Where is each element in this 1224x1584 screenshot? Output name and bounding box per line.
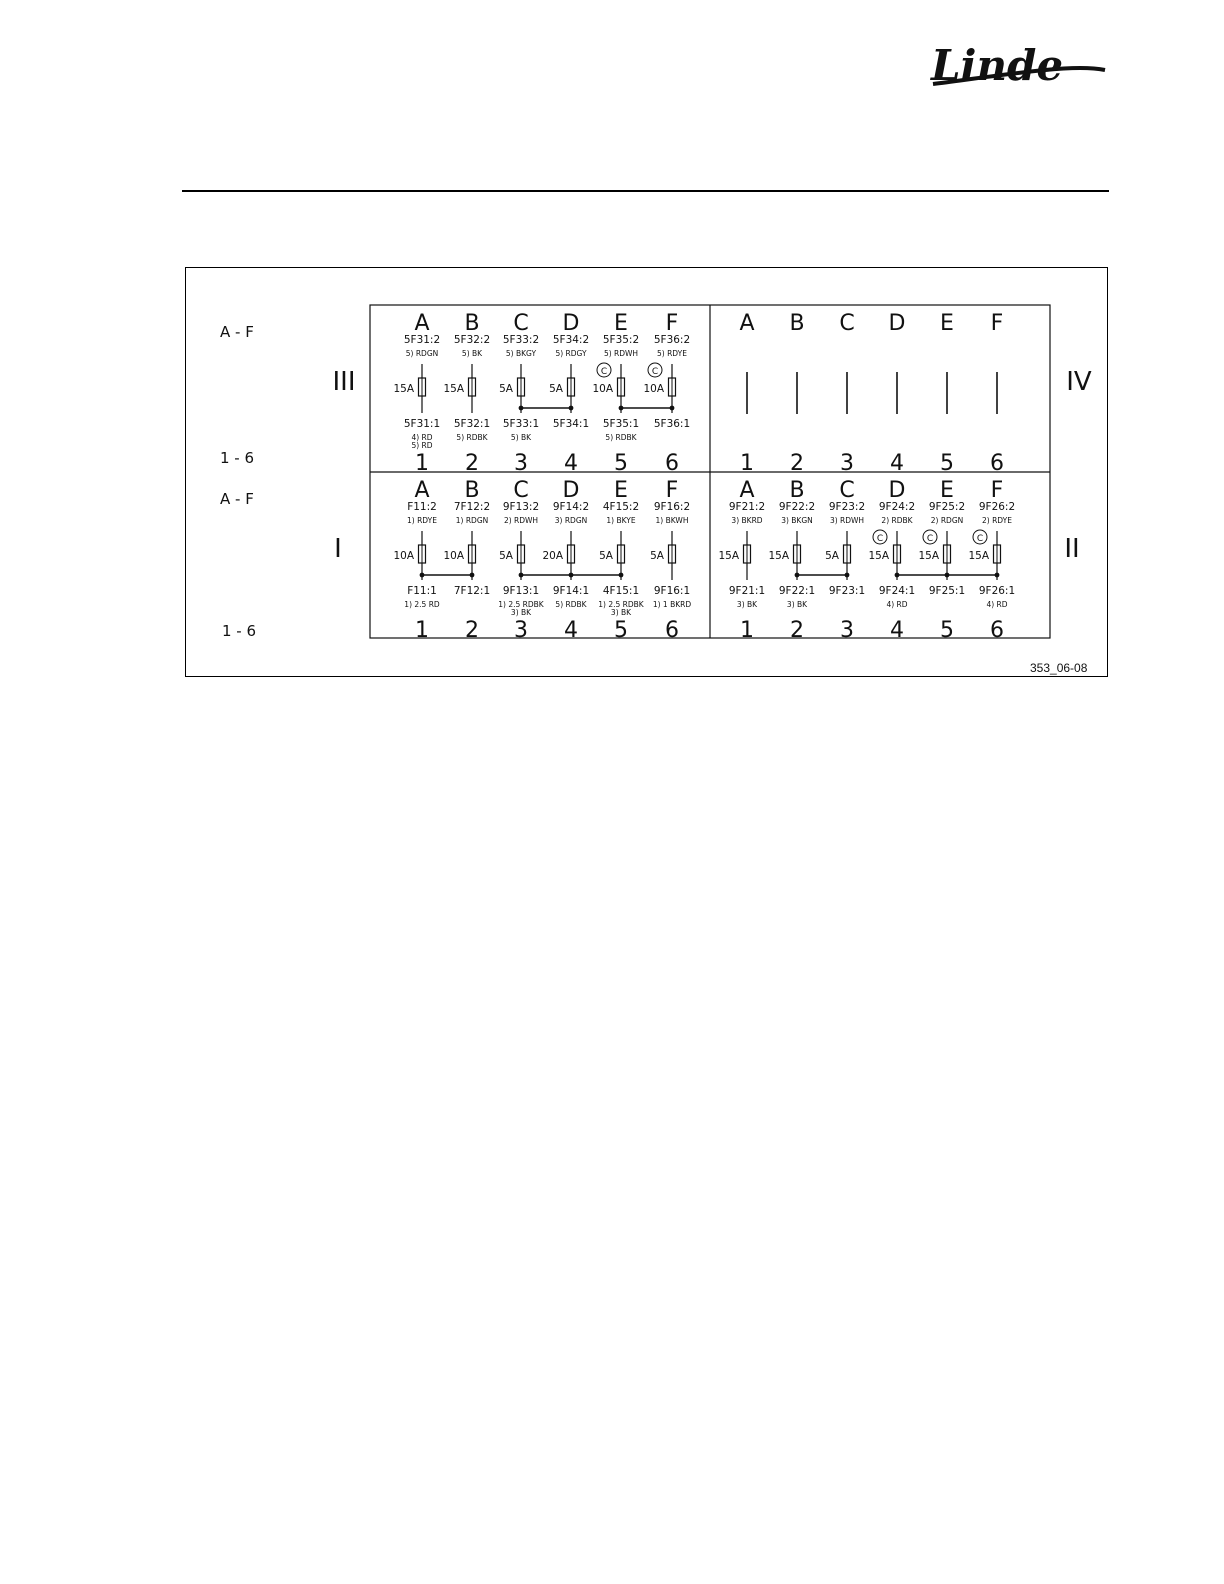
fuse-top-terminal: 5F35:2 <box>602 334 640 346</box>
column-number: 3 <box>840 451 854 476</box>
fuse-top-terminal: 7F12:2 <box>453 501 491 513</box>
fuse-top-wire: 2) RDWH <box>503 516 539 525</box>
fuse-rating: 5A <box>825 550 839 562</box>
fuse-bottom-terminal: 9F22:1 <box>778 585 816 597</box>
fuse-bottom-terminal: 9F25:1 <box>928 585 966 597</box>
side-label-numbers-top: 1 - 6 <box>220 449 255 467</box>
fuse-top-terminal: 9F14:2 <box>552 501 590 513</box>
fuse-top-wire: 5) RDGN <box>405 349 439 358</box>
fuse-top-wire: 1) BKWH <box>655 516 689 525</box>
circled-c-letter: C <box>976 534 984 544</box>
fuse-top-terminal: 9F26:2 <box>978 501 1016 513</box>
column-number: 4 <box>564 451 578 476</box>
fuse-top-terminal: 9F16:2 <box>653 501 691 513</box>
column-letter: E <box>614 478 628 503</box>
fuse-top-terminal: 9F23:2 <box>828 501 866 513</box>
bus-junction-dot <box>895 573 900 578</box>
fuse-bottom-wire: 1) 1 BKRD <box>652 600 692 609</box>
fuse-rating: 15A <box>443 383 464 395</box>
column-letter: F <box>990 311 1004 336</box>
fuse-rating: 10A <box>643 383 664 395</box>
fuse-rating: 15A <box>393 383 414 395</box>
figure-reference: 353_06-08 <box>1030 661 1088 675</box>
column-number: 6 <box>990 451 1004 476</box>
fuse-top-terminal: 5F32:2 <box>453 334 491 346</box>
bus-junction-dot <box>569 406 574 411</box>
logo-text: Linde <box>931 41 1064 90</box>
fuse-rating: 20A <box>542 550 563 562</box>
fuse-bottom-terminal: 9F26:1 <box>978 585 1016 597</box>
column-number: 2 <box>465 618 479 643</box>
circled-c-letter: C <box>876 534 884 544</box>
fuse-top-wire: 1) RDYE <box>407 516 437 525</box>
fuse-rating: 15A <box>918 550 939 562</box>
fuse-top-terminal: 9F22:2 <box>778 501 816 513</box>
bus-junction-dot <box>619 406 624 411</box>
column-number: 3 <box>840 618 854 643</box>
column-number: 4 <box>890 618 904 643</box>
column-letter: B <box>789 478 805 503</box>
fuse-bottom-terminal: F11:1 <box>407 585 437 597</box>
fuse-bottom-terminal: 5F34:1 <box>552 418 590 430</box>
fuse-top-wire: 5) BKGY <box>505 349 537 358</box>
column-number: 2 <box>465 451 479 476</box>
bus-junction-dot <box>470 573 475 578</box>
bus-junction-dot <box>945 573 950 578</box>
panel-roman-IV: IV <box>1066 367 1092 397</box>
fuse-top-wire: 2) RDGN <box>930 516 964 525</box>
column-number: 5 <box>614 451 628 476</box>
fuse-top-wire: 5) RDWH <box>603 349 639 358</box>
fuse-top-terminal: 9F24:2 <box>878 501 916 513</box>
fuse-bottom-wire: 1) 2.5 RD <box>404 600 440 609</box>
bus-junction-dot <box>795 573 800 578</box>
bus-junction-dot <box>995 573 1000 578</box>
fuse-top-wire: 3) BKGN <box>781 516 813 525</box>
fuse-bottom-wire-2: 3) BK <box>610 608 632 617</box>
column-number: 6 <box>990 618 1004 643</box>
column-number: 3 <box>514 451 528 476</box>
column-letter: C <box>513 311 529 336</box>
fuse-top-wire: 1) RDGN <box>455 516 489 525</box>
fuse-top-terminal: 5F33:2 <box>502 334 540 346</box>
fuse-bottom-wire: 4) RD <box>411 433 433 442</box>
column-number: 1 <box>415 451 429 476</box>
column-letter: A <box>414 311 430 336</box>
column-number: 2 <box>790 451 804 476</box>
fuse-rating: 10A <box>443 550 464 562</box>
fuse-bottom-wire: 1) 2.5 RDBK <box>598 600 644 609</box>
fuse-top-terminal: 9F13:2 <box>502 501 540 513</box>
fuse-bottom-terminal: 9F21:1 <box>728 585 766 597</box>
bus-junction-dot <box>519 406 524 411</box>
circled-c-letter: C <box>651 367 659 377</box>
fuse-rating: 10A <box>592 383 613 395</box>
fuse-bottom-wire: 5) RDBK <box>456 433 488 442</box>
fuse-top-wire: 5) RDYE <box>657 349 687 358</box>
fuse-rating: 15A <box>768 550 789 562</box>
column-number: 1 <box>740 451 754 476</box>
fuse-top-terminal: 4F15:2 <box>602 501 640 513</box>
fuse-rating: 15A <box>868 550 889 562</box>
column-letter: F <box>665 478 679 503</box>
panel-roman-III: III <box>332 367 356 397</box>
fuse-top-wire: 3) RDWH <box>829 516 865 525</box>
side-label-letters-bottom: A - F <box>220 490 254 508</box>
fuse-bottom-terminal: 9F24:1 <box>878 585 916 597</box>
column-letter: A <box>414 478 430 503</box>
panel-roman-I: I <box>334 534 342 564</box>
fuse-bottom-terminal: 4F15:1 <box>602 585 640 597</box>
fuse-bottom-wire: 3) BK <box>786 600 808 609</box>
column-letter: E <box>614 311 628 336</box>
bus-junction-dot <box>670 406 675 411</box>
column-letter: A <box>739 311 755 336</box>
column-number: 3 <box>514 618 528 643</box>
bus-junction-dot <box>519 573 524 578</box>
fuse-bottom-wire: 4) RD <box>986 600 1008 609</box>
fuse-bottom-terminal: 5F33:1 <box>502 418 540 430</box>
column-number: 4 <box>564 618 578 643</box>
fuse-top-terminal: 5F36:2 <box>653 334 691 346</box>
column-letter: F <box>990 478 1004 503</box>
column-letter: B <box>789 311 805 336</box>
column-letter: C <box>513 478 529 503</box>
fuse-top-wire: 3) RDGN <box>554 516 588 525</box>
fuse-rating: 5A <box>599 550 613 562</box>
column-letter: C <box>839 311 855 336</box>
fuse-bottom-terminal: 9F23:1 <box>828 585 866 597</box>
fuse-rating: 5A <box>549 383 563 395</box>
column-letter: B <box>464 311 480 336</box>
fuse-bottom-wire: 5) BK <box>510 433 532 442</box>
column-letter: D <box>888 478 906 503</box>
column-number: 5 <box>940 451 954 476</box>
fuse-bottom-wire: 3) BK <box>736 600 758 609</box>
fuse-bottom-wire: 4) RD <box>886 600 908 609</box>
fuse-top-wire: 2) RDYE <box>982 516 1012 525</box>
fuse-bottom-terminal: 9F14:1 <box>552 585 590 597</box>
bus-junction-dot <box>619 573 624 578</box>
fuse-top-wire: 3) BKRD <box>731 516 763 525</box>
fuse-bottom-terminal: 9F16:1 <box>653 585 691 597</box>
fuse-rating: 5A <box>650 550 664 562</box>
fuse-bottom-wire: 1) 2.5 RDBK <box>498 600 544 609</box>
fuse-top-terminal: 5F31:2 <box>403 334 441 346</box>
circled-c-letter: C <box>600 367 608 377</box>
fuse-top-wire: 5) BK <box>461 349 483 358</box>
fuse-bottom-terminal: 9F13:1 <box>502 585 540 597</box>
bus-junction-dot <box>845 573 850 578</box>
bus-junction-dot <box>569 573 574 578</box>
fuse-bottom-terminal: 5F31:1 <box>403 418 441 430</box>
fuse-bottom-terminal: 5F36:1 <box>653 418 691 430</box>
column-number: 6 <box>665 618 679 643</box>
fuse-bottom-terminal: 5F32:1 <box>453 418 491 430</box>
fuse-bottom-wire-2: 3) BK <box>510 608 532 617</box>
fuse-bottom-terminal: 5F35:1 <box>602 418 640 430</box>
column-letter: C <box>839 478 855 503</box>
fuse-rating: 15A <box>718 550 739 562</box>
fuse-top-wire: 5) RDGY <box>555 349 587 358</box>
column-number: 5 <box>940 618 954 643</box>
fuse-top-terminal: 5F34:2 <box>552 334 590 346</box>
fuse-bottom-wire: 5) RDBK <box>555 600 587 609</box>
column-number: 2 <box>790 618 804 643</box>
column-number: 1 <box>740 618 754 643</box>
panel-roman-II: II <box>1064 534 1080 564</box>
column-number: 5 <box>614 618 628 643</box>
fuse-top-wire: 2) RDBK <box>881 516 913 525</box>
column-letter: B <box>464 478 480 503</box>
column-letter: D <box>562 478 580 503</box>
fuse-rating: 10A <box>393 550 414 562</box>
fuse-rating: 15A <box>968 550 989 562</box>
column-number: 4 <box>890 451 904 476</box>
column-letter: E <box>940 311 954 336</box>
fuse-bottom-wire-2: 5) RD <box>411 441 433 450</box>
column-number: 6 <box>665 451 679 476</box>
fuse-rating: 5A <box>499 383 513 395</box>
circled-c-letter: C <box>926 534 934 544</box>
column-number: 1 <box>415 618 429 643</box>
column-letter: D <box>888 311 906 336</box>
column-letter: A <box>739 478 755 503</box>
side-label-numbers-bottom: 1 - 6 <box>222 622 257 640</box>
fuse-top-terminal: 9F21:2 <box>728 501 766 513</box>
column-letter: D <box>562 311 580 336</box>
fuse-rating: 5A <box>499 550 513 562</box>
fuse-bottom-wire: 5) RDBK <box>605 433 637 442</box>
fuse-top-terminal: F11:2 <box>407 501 437 513</box>
fuse-bottom-terminal: 7F12:1 <box>453 585 491 597</box>
bus-junction-dot <box>420 573 425 578</box>
fuse-top-terminal: 9F25:2 <box>928 501 966 513</box>
column-letter: F <box>665 311 679 336</box>
fuse-top-wire: 1) BKYE <box>606 516 636 525</box>
column-letter: E <box>940 478 954 503</box>
side-label-letters-top: A - F <box>220 323 254 341</box>
